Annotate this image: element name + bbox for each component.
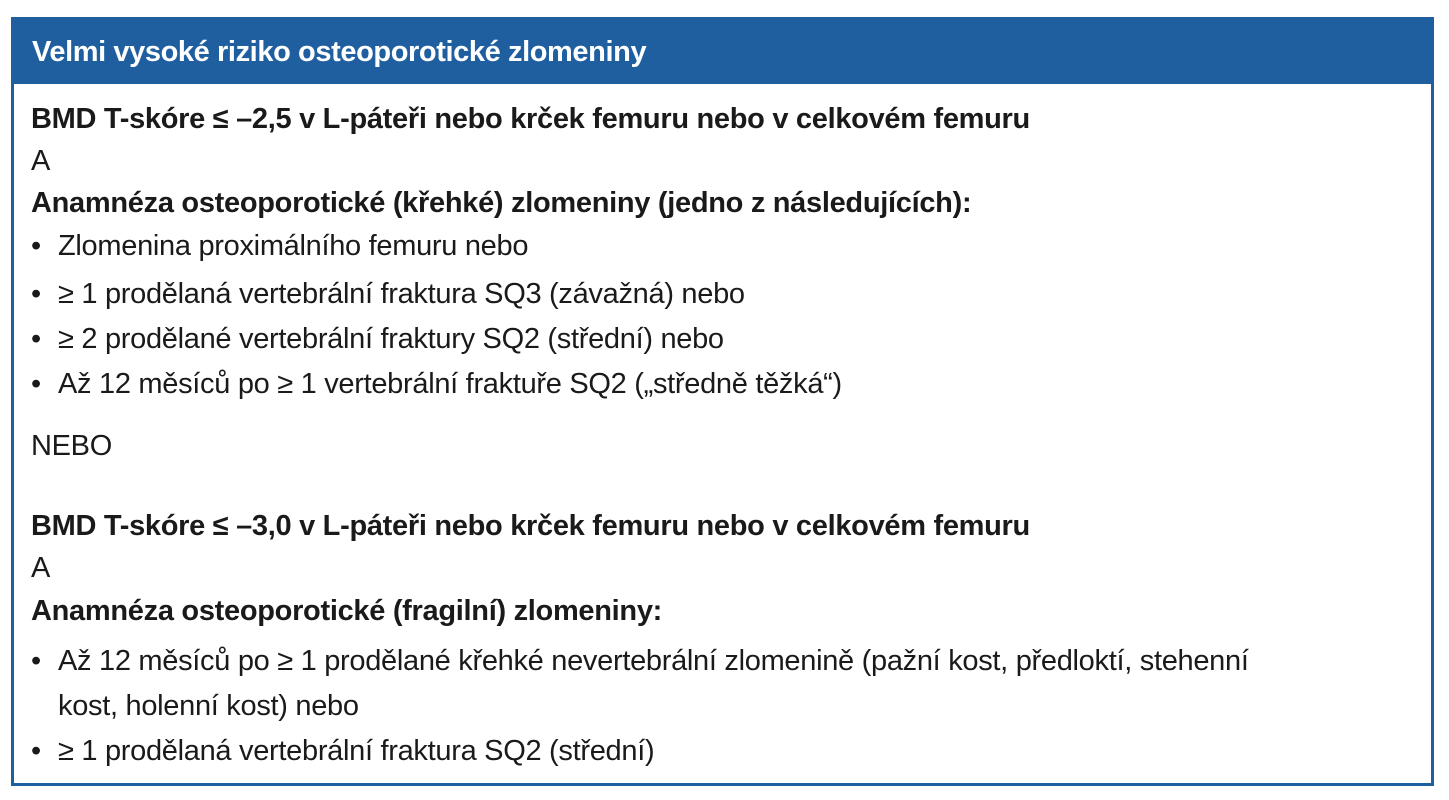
bullet-dot-icon: • bbox=[31, 323, 41, 355]
bullet-dot-icon: • bbox=[31, 645, 41, 677]
bullet-dot-icon: • bbox=[31, 278, 41, 310]
or-label: NEBO bbox=[31, 430, 112, 462]
list-item: • Až 12 měsíců po ≥ 1 vertebrální fraktuře SQ2 („středně těžká“) bbox=[31, 368, 842, 400]
section2-and: A bbox=[31, 552, 51, 584]
list-item: • Až 12 měsíců po ≥ 1 prodělané křehké nevertebrální zlomenině (pažní kost, předloktí, stehenní bbox=[31, 645, 1249, 677]
bullet-dot-icon: • bbox=[31, 230, 41, 262]
section2-history: Anamnéza osteoporotické (fragilní) zlomeniny: bbox=[31, 595, 663, 627]
list-item: • ≥ 1 prodělaná vertebrální fraktura SQ2 (střední) bbox=[31, 735, 655, 767]
list-item: • Zlomenina proximálního femuru nebo bbox=[31, 230, 529, 262]
list-item-continuation: kost, holenní kost) nebo bbox=[58, 690, 359, 722]
criteria-box bbox=[11, 17, 1434, 786]
list-item: • ≥ 2 prodělané vertebrální fraktury SQ2 (střední) nebo bbox=[31, 323, 724, 355]
section1-history: Anamnéza osteoporotické (křehké) zlomeniny (jedno z následujících): bbox=[31, 187, 972, 219]
section2-criterion: BMD T-skóre ≤ –3,0 v L-páteři nebo krček femuru nebo v celkovém femuru bbox=[31, 510, 1030, 542]
box-title: Velmi vysoké riziko osteoporotické zlomeniny bbox=[14, 20, 1431, 84]
bullet-dot-icon: • bbox=[31, 368, 41, 400]
bullet-dot-icon: • bbox=[31, 735, 41, 767]
section1-and: A bbox=[31, 145, 51, 177]
section1-criterion: BMD T-skóre ≤ –2,5 v L-páteři nebo krček femuru nebo v celkovém femuru bbox=[31, 103, 1030, 135]
list-item: • ≥ 1 prodělaná vertebrální fraktura SQ3 (závažná) nebo bbox=[31, 278, 745, 310]
